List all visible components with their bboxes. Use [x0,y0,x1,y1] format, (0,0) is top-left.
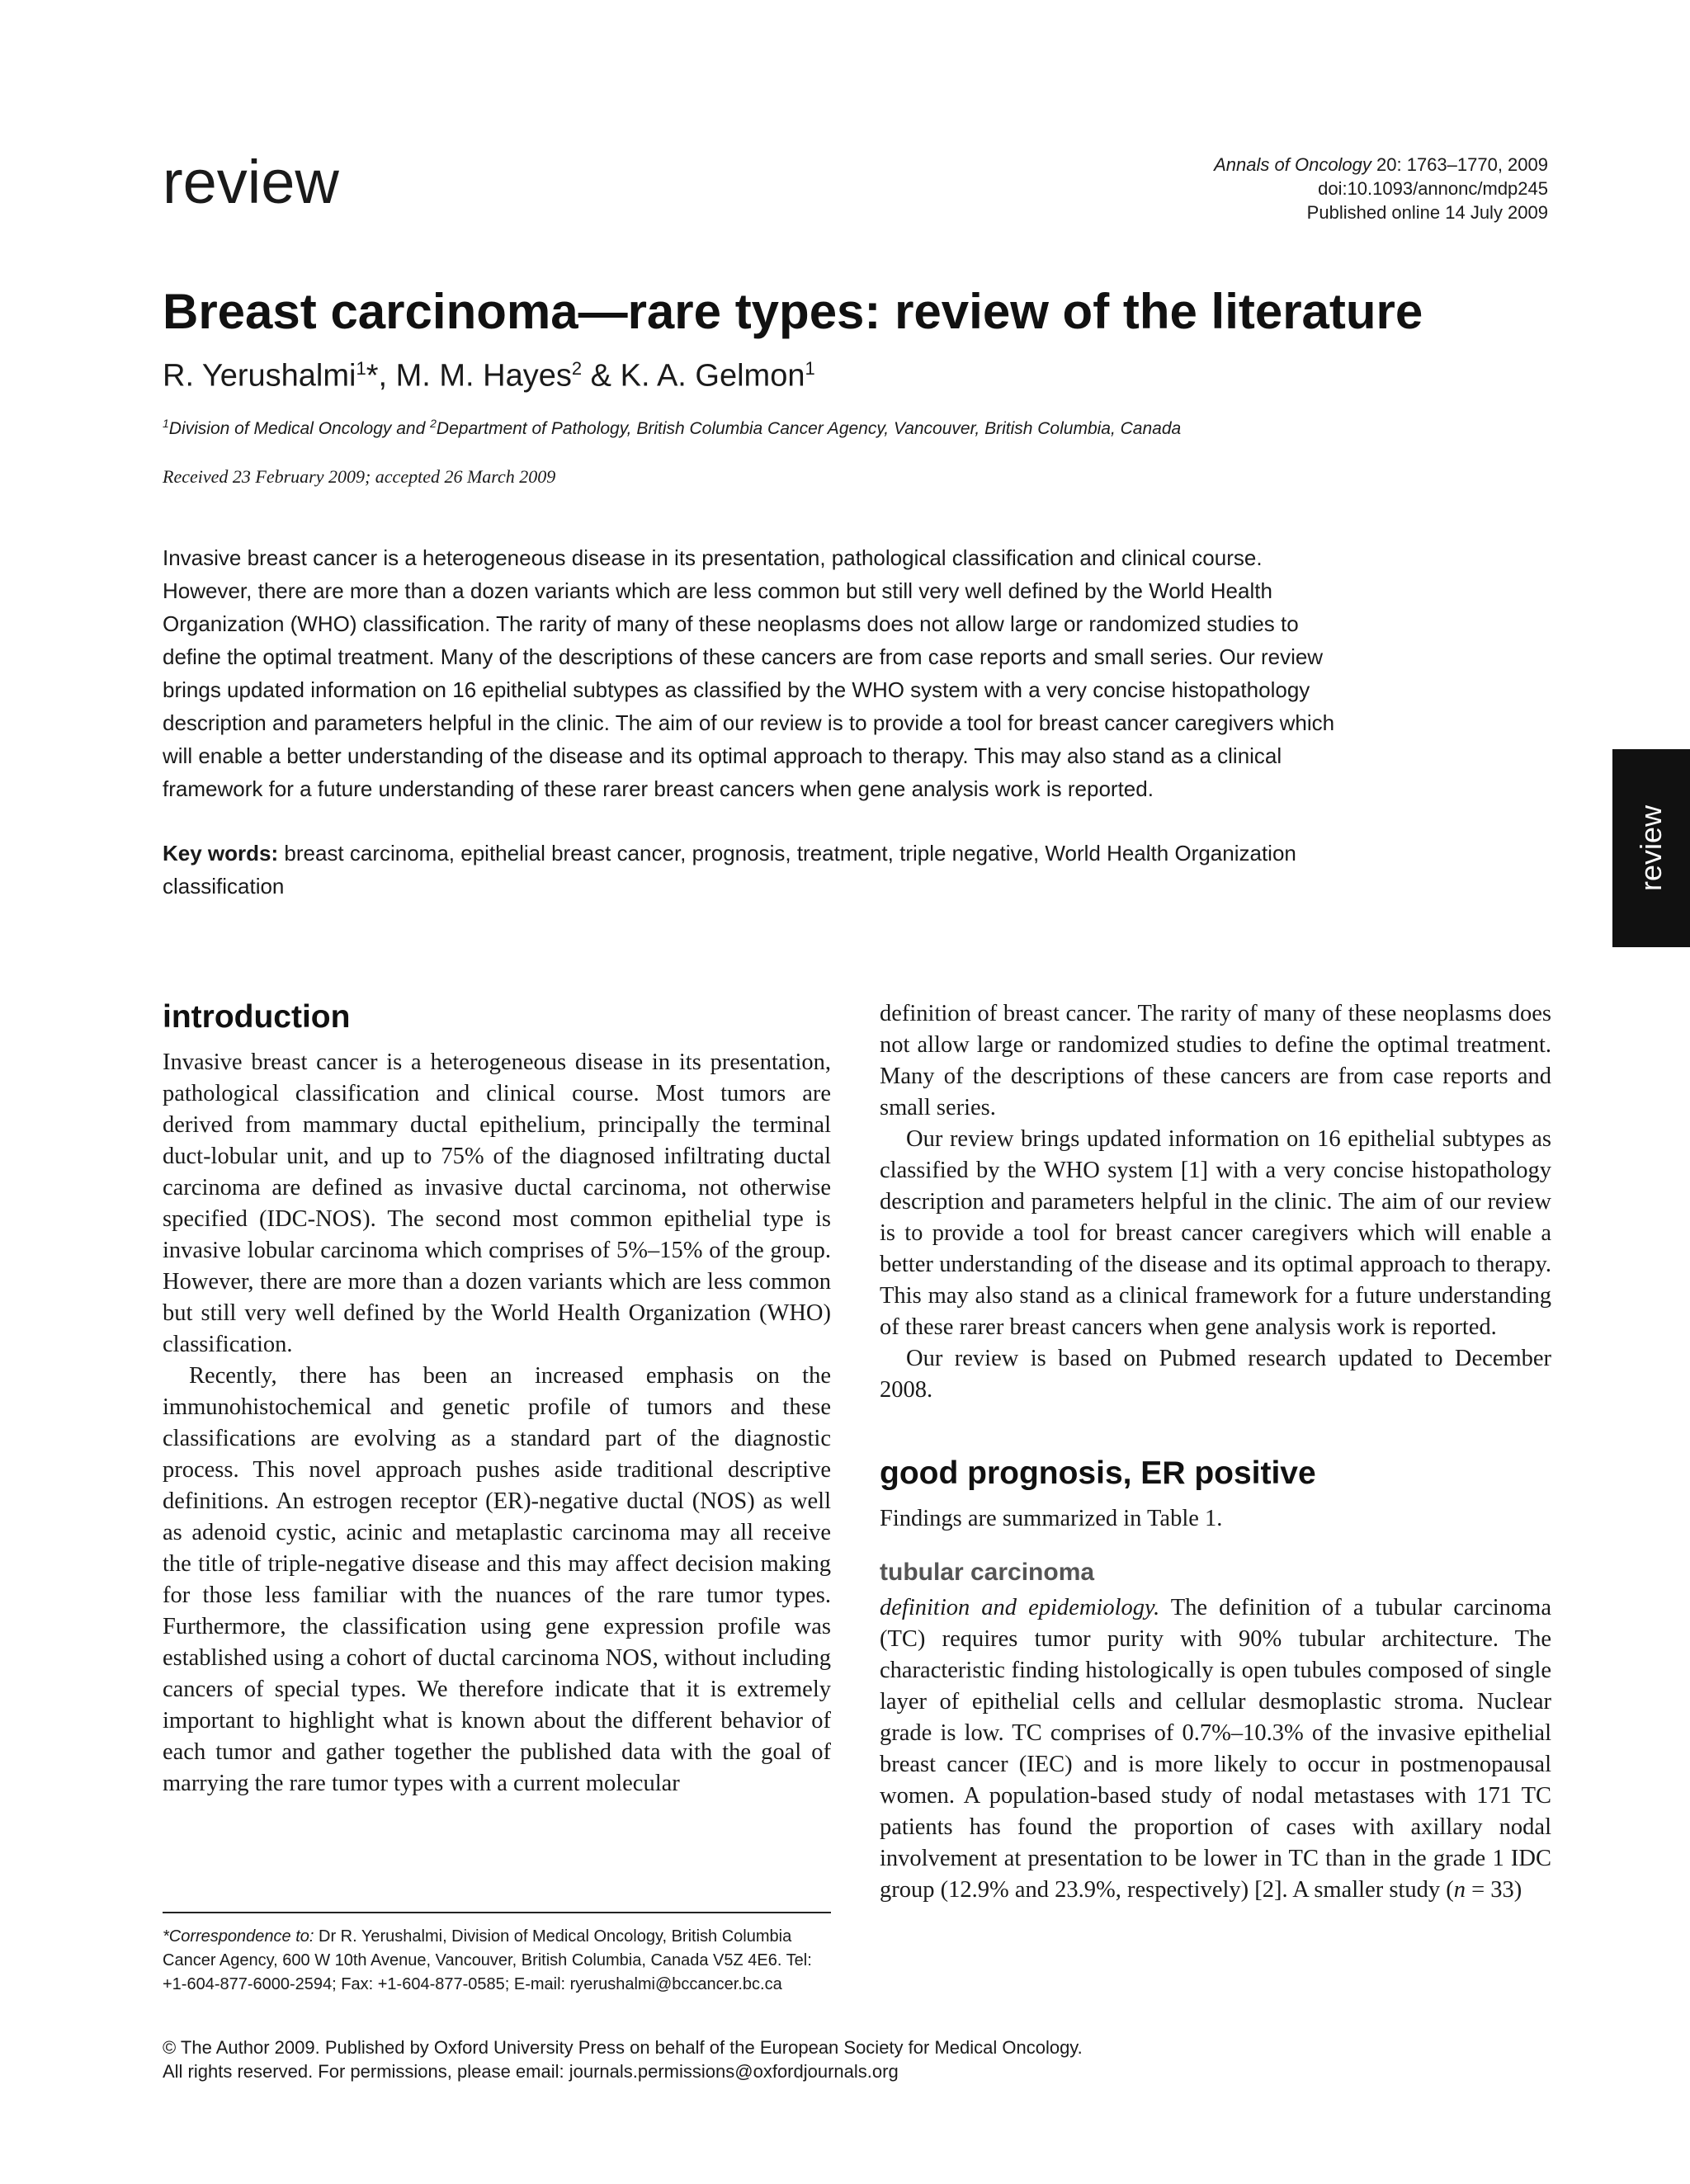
doi: doi:10.1093/annonc/mdp245 [1318,178,1548,199]
copyright-notice [163,2035,1483,2083]
footnote-text: Dr R. Yerushalmi, Division of Medical Oncology, British Columbia Cancer Agency, 600 W 10th Avenue, Vancouver, British Columbia, Canada V5Z 4E6. Tel: +1-604-877-6000-2594; Fax: +1-604-877-0585; E-mail: ryerushalmi@bccancer.bc.ca [163,1927,812,1993]
tubular-paragraph [880,1592,1551,1906]
journal-name: Annals of Oncology [1214,154,1371,175]
author-affil-mark: 1 [805,358,815,379]
section-side-tab [1612,749,1690,947]
intro-paragraph-1: Invasive breast cancer is a heterogeneous disease in its presentation, pathological classification and clinical course. Most tumors are derived from mammary ductal epithelium, principally the terminal duct-lobular unit, and up to 75% of the diagnosed infiltrating ductal carcinoma are defined as invasive ductal carcinoma, not otherwise specified (IDC-NOS). The second most common epithelial type is invasive lobular carcinoma which comprises of 5%–15% of the group. However, there are more than a dozen variants which are less common but still very well defined by the World Health Organization (WHO) classification. [163,1050,831,1357]
keywords-label: Key words: [163,841,279,866]
affil-mark: 1 [163,417,169,430]
published-date: Published online 14 July 2009 [1306,202,1548,223]
author-affil-mark: 1 [356,358,366,379]
section-heading-good-prognosis: good prognosis, ER positive [880,1455,1316,1491]
journal-volume: 20: 1763–1770, 2009 [1371,154,1548,175]
affil-mark: 2 [430,417,437,430]
intro-paragraph-3: definition of breast cancer. The rarity of many of these neoplasms does not allow large or randomized studies to define the optimal treatment. Many of the descriptions of these cancers are from case reports and small series. [880,1001,1551,1120]
tubular-text-end: = 33) [1465,1877,1522,1903]
keywords-list: breast carcinoma, epithelial breast cancer, prognosis, treatment, triple negative, World Health Organization classification [163,841,1296,899]
keywords [163,837,1343,903]
intro-paragraph-2: Recently, there has been an increased emphasis on the immunohistochemical and genetic profile of tumors and these classifications are evolving as a standard part of the diagnostic process. This novel approach pushes aside traditional descriptive definitions. An estrogen receptor (ER)-negative ductal (NOS) as well as adenoid cystic, acinic and metaplastic carcinoma may all receive the title of triple-negative disease and this may affect decision making for those less familiar with the nuances of the rare tumor types. Furthermore, the classification using gene expression profile was established using a cohort of ductal carcinoma NOS, without including cancers of special types. We therefore indicate that it is extremely important to highlight what is known about the different behavior of each tumor and gather together the published data with the goal of marrying the rare tumor types with a current molecular [163,1363,831,1796]
author-name: K. A. Gelmon [620,358,805,394]
intro-paragraph-5: Our review is based on Pubmed research updated to December 2008. [880,1346,1551,1403]
author-affil-mark: 2 [571,358,583,379]
footnote-lead: *Correspondence to: [163,1927,314,1946]
tubular-text: The definition of a tubular carcinoma (TC) requires tumor purity with 90% tubular architecture. The characteristic finding histologically is open tubules composed of single layer of epithelial cells and cellular desmoplastic stroma. Nuclear grade is low. TC comprises of 0.7%–10.3% of the invasive epithelial breast cancer (IEC) and is more likely to occur in postmenopausal women. A population-based study of nodal metastases with 171 TC patients has found the proportion of cases with axillary nodal involvement at presentation to be lower in TC than in the grade 1 IDC group (12.9% and 23.9%, respectively) [2]. A smaller study ( [880,1595,1551,1903]
copyright-line-2: All rights reserved. For permissions, please email: journals.permissions@oxfordjournals.org [163,2061,899,2082]
article-title: Breast carcinoma—rare types: review of the literature [163,284,1423,339]
author-name: R. Yerushalmi [163,358,356,394]
copyright-line-1: © The Author 2009. Published by Oxford University Press on behalf of the European Society for Medical Oncology. [163,2037,1083,2058]
subsection-heading-tubular: tubular carcinoma [880,1559,1095,1586]
journal-citation [1214,153,1548,177]
author-list [163,358,815,394]
tubular-n-variable: n [1453,1877,1466,1903]
abstract: Invasive breast cancer is a heterogeneous disease in its presentation, pathological classification and clinical course. However, there are more than a dozen variants which are less common but still very well defined by the World Health Organization (WHO) classification. The rarity of many of these neoplasms does not allow large or randomized studies to define the optimal treatment. Many of the descriptions of these cancers are from case reports and small series. Our review brings updated information on 16 epithelial subtypes as classified by the WHO system with a very concise histopathology description and parameters helpful in the clinic. The aim of our review is to provide a tool for breast cancer caregivers which will enable a better understanding of the disease and its optimal approach to therapy. This may also stand as a clinical framework for a future understanding of these rarer breast cancers when gene analysis work is reported. [163,545,1335,801]
good-prognosis-paragraph: Findings are summarized in Table 1. [880,1506,1223,1531]
left-column [163,994,831,1800]
footnote-divider [163,1912,831,1913]
section-label: review [163,148,339,216]
affiliations [163,417,1181,439]
tubular-lead-in: definition and epidemiology. [880,1595,1160,1620]
section-heading-introduction: introduction [163,999,351,1035]
author-separator: & [582,358,621,394]
affil-text: Division of Medical Oncology and [168,419,431,438]
intro-paragraph-4: Our review brings updated information on 16 epithelial subtypes as classified by the WHO system [1] with a very concise histopathology description and parameters helpful in the clinic. The aim of our review is to provide a tool for breast cancer caregivers which will enable a better understanding of the disease and its optimal approach to therapy. This may also stand as a clinical framework for a future understanding of these rarer breast cancers when gene analysis work is reported. [880,1126,1551,1340]
received-accepted-dates: Received 23 February 2009; accepted 26 March 2009 [163,466,556,487]
correspondence-footnote [163,1925,831,1997]
affil-text: Department of Pathology, British Columbia Cancer Agency, Vancouver, British Columbia, Canada [436,419,1182,438]
right-column [880,998,1551,1906]
author-corresponding-mark: *, [366,358,396,394]
author-name: M. M. Hayes [395,358,572,394]
side-tab-label: review [1634,804,1668,892]
journal-info [1214,153,1548,224]
